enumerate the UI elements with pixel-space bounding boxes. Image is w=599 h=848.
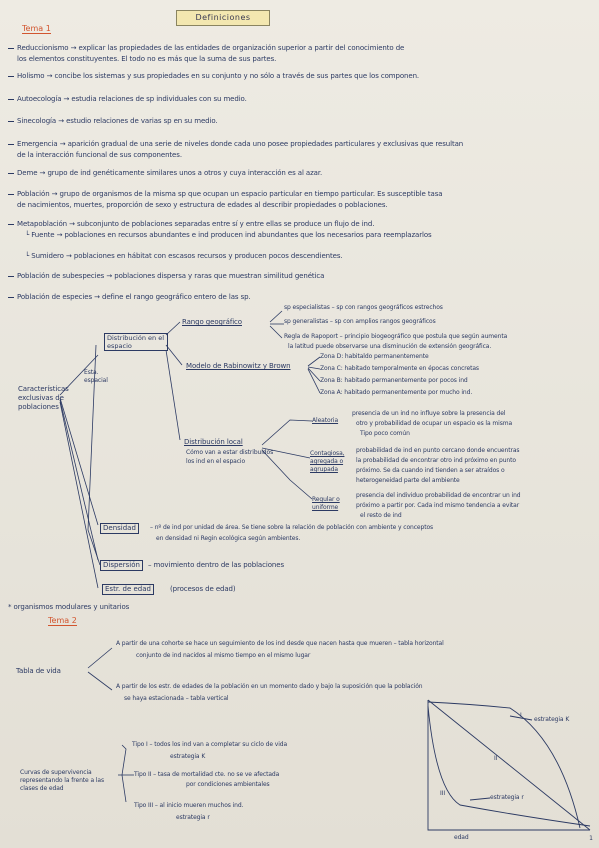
tabla-vida-label: Tabla de vida	[16, 667, 61, 675]
regular-desc-3: el resto de ind	[360, 512, 402, 519]
definition-deme: Deme → grupo de ind genéticamente similares unos a otros y cuya interacción es al azar.	[17, 169, 323, 177]
tipo-2b: por condiciones ambientales	[186, 781, 270, 788]
aleatoria-desc-3: Tipo poco común	[360, 430, 410, 437]
modelo-label: Modelo de Rabinowitz y Brown	[186, 362, 291, 370]
distribucion-box: Distribución en el espacio	[104, 333, 168, 351]
tabla-item-2b: se haya estacionada – tabla vertical	[124, 695, 229, 702]
graph-curve-i: I	[520, 712, 522, 719]
distribucion-local-desc-2: los ind en el espacio	[186, 458, 246, 465]
tipo-1: Tipo I – todos los ind van a completar su ciclo de vida	[132, 741, 288, 748]
estr-edad-desc: (procesos de edad)	[170, 585, 236, 593]
estr-edad-box: Estr. de edad	[102, 584, 154, 595]
distribucion-local-label: Distribución local	[184, 438, 243, 446]
footnote: * organismos modulares y unitarios	[8, 603, 130, 611]
dispersion-desc: – movimiento dentro de las poblaciones	[148, 561, 284, 569]
definition-reduccionismo-cont: los elementos constituyentes. El todo no es más que la suma de sus partes.	[17, 55, 277, 63]
definition-poblacion: Población → grupo de organismos de la misma sp que ocupan un espacio particular en tiempo particular. Es susceptible tasa	[17, 190, 443, 198]
contagiosa-label: Contagiosa, agregada o agrupada	[310, 450, 345, 473]
dispersion-box: Dispersión	[100, 560, 143, 571]
contagiosa-desc-3: próximo. Se da cuando ind tienden a ser atraídos o	[356, 467, 505, 474]
distribucion-local-desc: Cómo van a estar distribuidos	[186, 449, 274, 456]
definition-poblacion-cont: de nacimientos, muertes, proporción de sexo y estructura de edades al describir propiedades o poblaciones.	[17, 201, 388, 209]
definition-holismo: Holismo → concibe los sistemas y sus propiedades en su conjunto y no sólo a través de sus partes que los componen.	[17, 72, 420, 80]
graph-label-k: estrategia K	[534, 716, 570, 723]
graph-label-r: estrategia r	[490, 794, 524, 801]
tema-1-heading: Tema 1	[22, 24, 51, 33]
caracteristicas-label: Características exclusivas de poblaciones	[18, 385, 69, 411]
rango-geografico-label: Rango geográfico	[182, 318, 242, 326]
tipo-2: Tipo II – tasa de mortalidad cte. no se ve afectada	[134, 771, 280, 778]
regular-desc: presencia del individuo probabilidad de encontrar un ind	[356, 492, 521, 499]
tema-2-heading: Tema 2	[48, 616, 77, 625]
definition-emergencia: Emergencia → aparición gradual de una serie de niveles donde cada uno posee propiedades particulares y exclusivas que resultan	[17, 140, 464, 148]
tipo-1b: estrategia K	[170, 753, 206, 760]
densidad-desc-2: en densidad ni Regin ecológica según ambientes.	[156, 535, 301, 542]
densidad-box: Densidad	[100, 523, 139, 534]
aleatoria-desc-2: otro y probabilidad de ocupar un espacio es la misma	[356, 420, 513, 427]
definition-poblacion-subespecies: Población de subespecies → poblaciones dispersa y raras que muestran similitud genética	[17, 272, 325, 280]
definition-autoecologia: Autoecología → estudia relaciones de sp individuales con su medio.	[17, 95, 247, 103]
graph-xlabel: edad	[454, 834, 469, 841]
zona-d: Zona D: habitaldo permanentemente	[320, 353, 429, 360]
regular-desc-2: próximo a partir por. Cada ind mismo tendencia a evitar	[356, 502, 520, 509]
densidad-desc: – nº de ind por unidad de área. Se tiene sobre la relación de población con ambiente y conceptos	[150, 524, 434, 531]
tipo-3: Tipo III – al inicio mueren muchos ind.	[134, 802, 244, 809]
definition-emergencia-cont: de la interacción funcional de sus componentes.	[17, 151, 182, 159]
regla-rapoport-cont: la latitud puede observarse una disminución de extensión geográfica.	[288, 343, 492, 350]
zona-c: Zona C: habitado temporalmente en épocas concretas	[320, 365, 479, 372]
definition-metapoblacion: Metapoblación → subconjunto de poblaciones separadas entre sí y entre ellas se produce un flujo de ind.	[17, 220, 375, 228]
tabla-item-1: A partir de una cohorte se hace un seguimiento de los ind desde que nacen hasta que mueren – tabla horizontal	[116, 640, 444, 647]
curvas-supervivencia-label: Curvas de supervivencia representando la frente a las clases de edad	[20, 769, 104, 792]
regla-rapoport: Regla de Rapoport – principio biogeográfico que postula que según aumenta	[284, 333, 508, 340]
definition-poblacion-especies: Población de especies → define el rango geográfico entero de las sp.	[17, 293, 251, 301]
sp-especialistas: sp especialistas – sp con rangos geográficos estrechos	[284, 304, 443, 311]
contagiosa-desc-4: heterogeneidad parte del ambiente	[356, 477, 460, 484]
zona-a: Zona A: habitado permanentemente por mucho ind.	[320, 389, 473, 396]
graph-curve-ii: II	[494, 755, 498, 762]
aleatoria-desc: presencia de un ind no influye sobre la presencia del	[352, 410, 506, 417]
sp-generalistas: sp generalistas – sp con amplios rangos geográficos	[284, 318, 436, 325]
zona-b: Zona B: habitado permanentemente por pocos ind	[320, 377, 468, 384]
graph-curve-iii: III	[440, 790, 446, 797]
definition-reduccionismo: Reduccionismo → explicar las propiedades de las entidades de organización superior a partir del conocimiento de	[17, 44, 405, 52]
aleatoria-label: Aleatoria	[312, 417, 339, 424]
page-title: Definiciones	[176, 10, 270, 26]
definition-fuente: └ Fuente → poblaciones en recursos abundantes e ind producen ind abundantes que los necesarios para reemplazarlos	[25, 231, 432, 239]
definition-sumidero: └ Sumidero → poblaciones en hábitat con escasos recursos y producen pocos descendientes.	[25, 252, 343, 260]
tabla-item-2: A partir de los estr. de edades de la población en un momento dado y bajo la suposición que la población	[116, 683, 423, 690]
estr-espacial-label: Esta. espacial	[84, 369, 108, 384]
contagiosa-desc-2: la probabilidad de encontrar otro ind próximo en punto	[356, 457, 516, 464]
definition-sinecologia: Sinecología → estudio relaciones de varias sp en su medio.	[17, 117, 218, 125]
regular-label: Regular o uniforme	[312, 496, 340, 511]
contagiosa-desc: probabilidad de ind en punto cercano donde encuentras	[356, 447, 520, 454]
tabla-item-1b: conjunto de ind nacidos al mismo tiempo en el mismo lugar	[136, 652, 311, 659]
page-number: 1	[589, 835, 593, 842]
tipo-3b: estrategia r	[176, 814, 210, 821]
